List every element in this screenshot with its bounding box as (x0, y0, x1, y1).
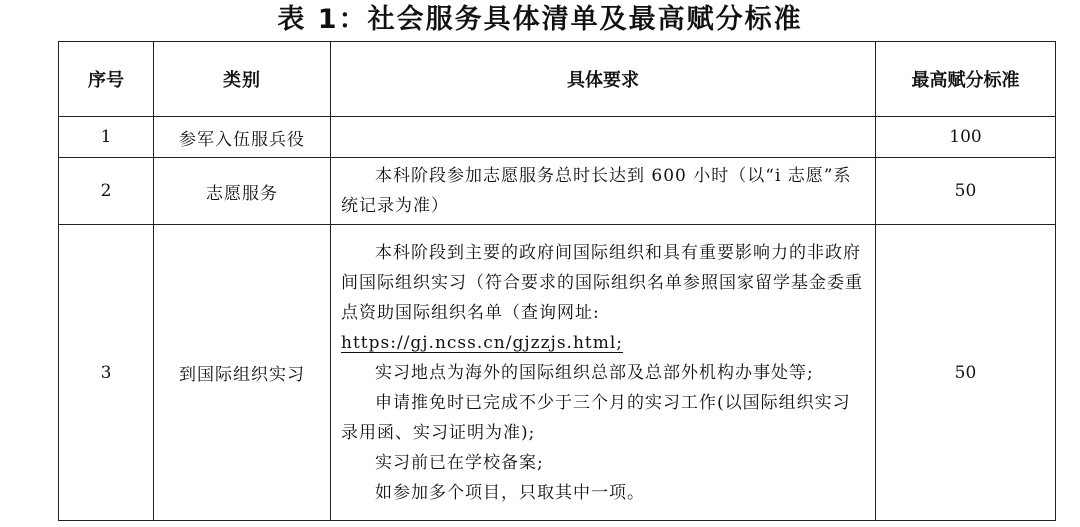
header-requirement: 具体要求 (331, 42, 876, 117)
service-table (58, 41, 1056, 521)
table-header-row (59, 42, 1056, 117)
row-num: 3 (59, 225, 154, 521)
row-score: 100 (876, 117, 1056, 158)
requirement-paragraph: 如参加多个项目，只取其中一项。 (375, 482, 645, 503)
header-category: 类别 (154, 42, 331, 117)
table-row (59, 117, 1056, 158)
row-category: 参军入伍服兵役 (154, 117, 331, 158)
table-row (59, 225, 1056, 521)
row-category: 志愿服务 (154, 158, 331, 225)
row-category: 到国际组织实习 (154, 225, 331, 521)
row-requirement (331, 225, 876, 521)
requirement-paragraph: 本科阶段参加志愿服务总时长达到 600 小时（以“i 志愿”系统记录为准） (341, 166, 852, 216)
header-score: 最高赋分标准 (876, 42, 1056, 117)
requirement-url-link[interactable]: https://gj.ncss.cn/gjzzjs.html; (341, 332, 624, 353)
requirement-paragraph: 实习地点为海外的国际组织总部及总部外机构办事处等; (375, 362, 814, 383)
row-num: 2 (59, 158, 154, 225)
row-score: 50 (876, 225, 1056, 521)
header-num: 序号 (59, 42, 154, 117)
row-requirement (331, 158, 876, 225)
requirement-paragraph: 实习前已在学校备案; (375, 452, 544, 473)
row-num: 1 (59, 117, 154, 158)
row-score: 50 (876, 158, 1056, 225)
requirement-paragraph: 本科阶段到主要的政府间国际组织和具有重要影响力的非政府间国际组织实习（符合要求的国际组织名单参照国家留学基金委重点资助国际组织名单（查询网址: (341, 242, 863, 323)
requirement-paragraph: 申请推免时已完成不少于三个月的实习工作(以国际组织实习录用函、实习证明为准); (341, 392, 851, 443)
table-title: 表 1：社会服务具体清单及最高赋分标准 (277, 4, 803, 35)
row-requirement (331, 117, 876, 158)
table-row (59, 158, 1056, 225)
